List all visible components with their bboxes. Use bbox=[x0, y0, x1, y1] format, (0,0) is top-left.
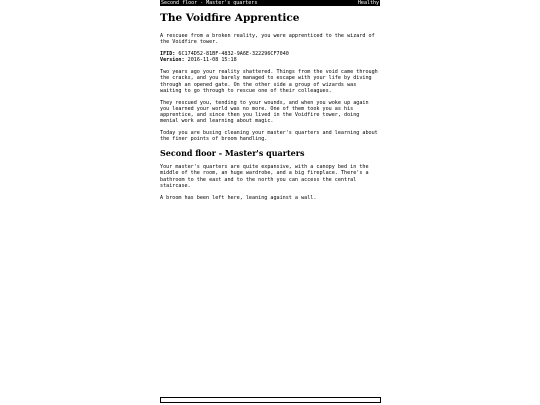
room-object-note: A broom has been left here, leaning against a wall. bbox=[160, 194, 317, 201]
game-title: The Voidfire Apprentice bbox=[160, 12, 300, 24]
version-value: 2016-11-08 15:18 bbox=[187, 57, 237, 64]
status-location: Second floor - Master's quarters bbox=[161, 0, 258, 6]
story-output bbox=[160, 10, 380, 207]
room-description: Your master's quarters are quite expansive, with a canopy bed in the middle of the room, an huge wardrobe, and a big fireplace. There's a bathroom to the east and to the north you can access the central staircase. bbox=[160, 164, 369, 189]
story-paragraph: Today you are busing cleaning your master's quarters and learning about the finer points of broom handling. bbox=[160, 130, 378, 143]
version-line bbox=[160, 57, 380, 63]
status-health: Healthy bbox=[357, 0, 379, 6]
command-input[interactable] bbox=[160, 397, 381, 403]
story-paragraph: They rescued you, tending to your wounds, and when you woke up again you learned your world was no more. One of them took you as his apprentice, and since then you lived in the Voidfire tower, doing menial work and learning about magic. bbox=[160, 99, 369, 125]
version-label: Version: bbox=[160, 57, 185, 64]
story-paragraph: Two years ago your reality shattered. Things from the void came through the cracks, and you barely managed to escape with your life by diving through an opened gate. On the other side a group of wizards was waiting to go through to rescue one of their colleagues. bbox=[160, 69, 378, 94]
ifid-value: 6C174D52-81BF-4832-9A6E-322296CF7040 bbox=[178, 51, 289, 58]
ifid-label: IFID: bbox=[160, 51, 176, 58]
status-bar bbox=[160, 0, 380, 6]
room-title: Second floor - Master's quarters bbox=[160, 148, 305, 159]
story-intro: A rescuee from a broken reality, you were apprenticed to the wizard of the Voidfire tower. bbox=[160, 33, 375, 46]
